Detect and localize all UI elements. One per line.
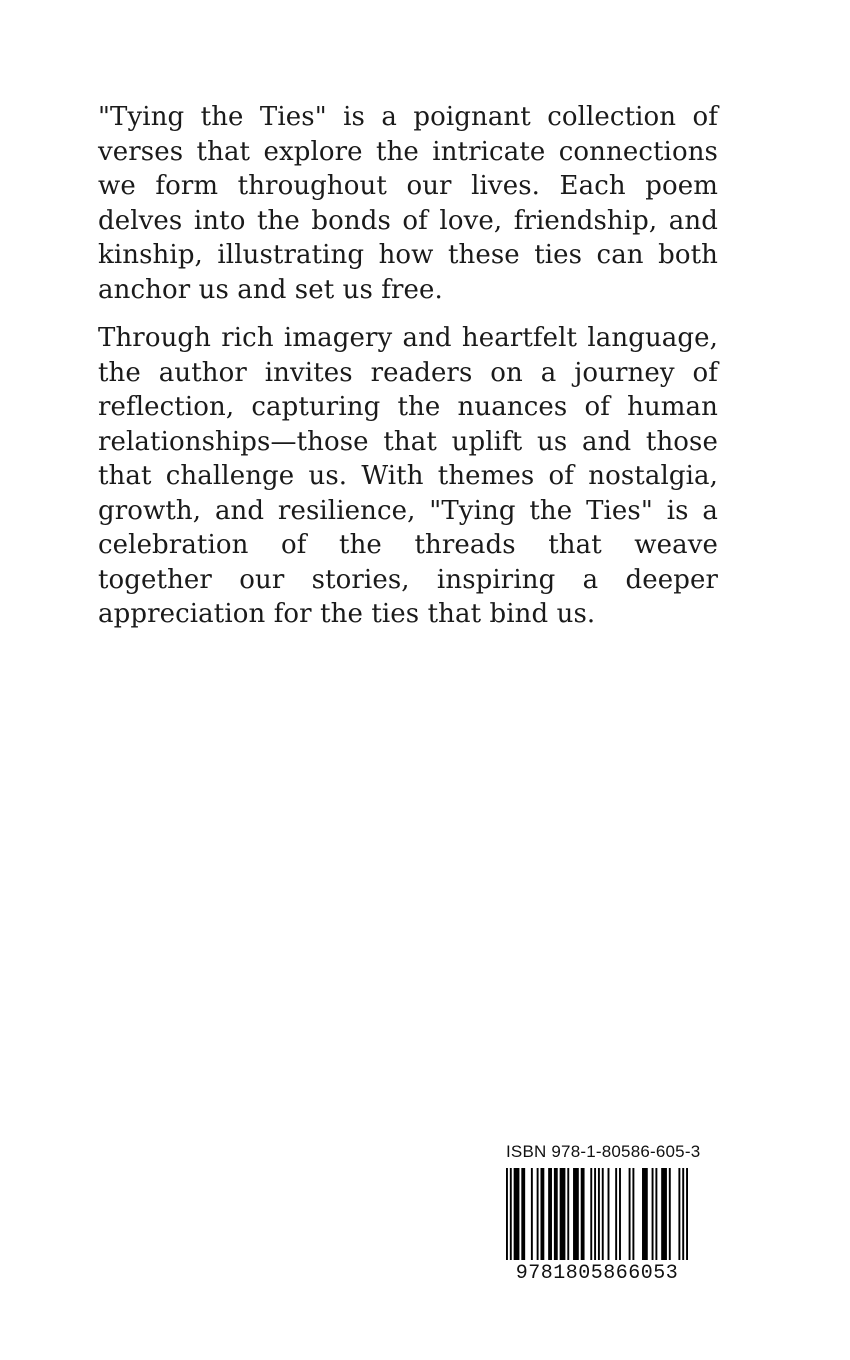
- barcode-bar-8: [554, 1168, 558, 1260]
- barcode-bar-28: [682, 1168, 684, 1260]
- barcode-bar-4: [531, 1168, 533, 1260]
- barcode-number: 9781805866053: [515, 1262, 679, 1285]
- barcode-bar-10: [567, 1168, 569, 1260]
- barcode-bar-6: [540, 1168, 544, 1260]
- barcode-bar-26: [669, 1168, 671, 1260]
- barcode-bar-23: [652, 1168, 654, 1260]
- blurb-paragraph-1: "Tying the Ties" is a poignant collection of verses that explore the intricate connections we form throughout our lives. Each poem delves into the bonds of love, friendship, and kinship, illustrating how these ties can both anchor us and set us free.: [98, 102, 718, 305]
- barcode-bar-1: [510, 1168, 512, 1260]
- barcode-bar-11: [573, 1168, 579, 1260]
- barcode-image: [506, 1168, 688, 1260]
- barcode-bar-7: [548, 1168, 552, 1260]
- barcode-bar-24: [655, 1168, 657, 1260]
- barcode-bar-17: [608, 1168, 610, 1260]
- barcode-bar-21: [632, 1168, 634, 1260]
- barcode-bar-3: [521, 1168, 525, 1260]
- barcode-bar-12: [581, 1168, 585, 1260]
- barcode-bar-5: [537, 1168, 539, 1260]
- barcode-bar-0: [506, 1168, 508, 1260]
- barcode-bar-9: [560, 1168, 566, 1260]
- barcode-bar-13: [590, 1168, 592, 1260]
- barcode-bar-18: [615, 1168, 617, 1260]
- isbn-label: ISBN 978-1-80586-605-3: [506, 1142, 701, 1161]
- barcode-bar-2: [514, 1168, 520, 1260]
- isbn-barcode-block: [506, 1142, 701, 1286]
- barcode-bar-19: [619, 1168, 621, 1260]
- barcode-bar-27: [678, 1168, 680, 1260]
- barcode-bar-20: [629, 1168, 631, 1260]
- barcode-bar-22: [642, 1168, 648, 1260]
- book-blurb: [98, 100, 718, 646]
- barcode-bar-16: [602, 1168, 604, 1260]
- barcode-bar-29: [686, 1168, 688, 1260]
- barcode-bar-15: [598, 1168, 600, 1260]
- blurb-paragraph-2: Through rich imagery and heartfelt language, the author invites readers on a journey of reflection, capturing the nuances of human relationships—those that uplift us and those that challenge us. With themes of nostalgia, growth, and resilience, "Tying the Ties" is a celebration of the threads that weave together our stories, inspiring a deeper appreciation for the ties that bind us.: [98, 323, 718, 629]
- barcode-bar-14: [594, 1168, 596, 1260]
- barcode-bar-25: [661, 1168, 667, 1260]
